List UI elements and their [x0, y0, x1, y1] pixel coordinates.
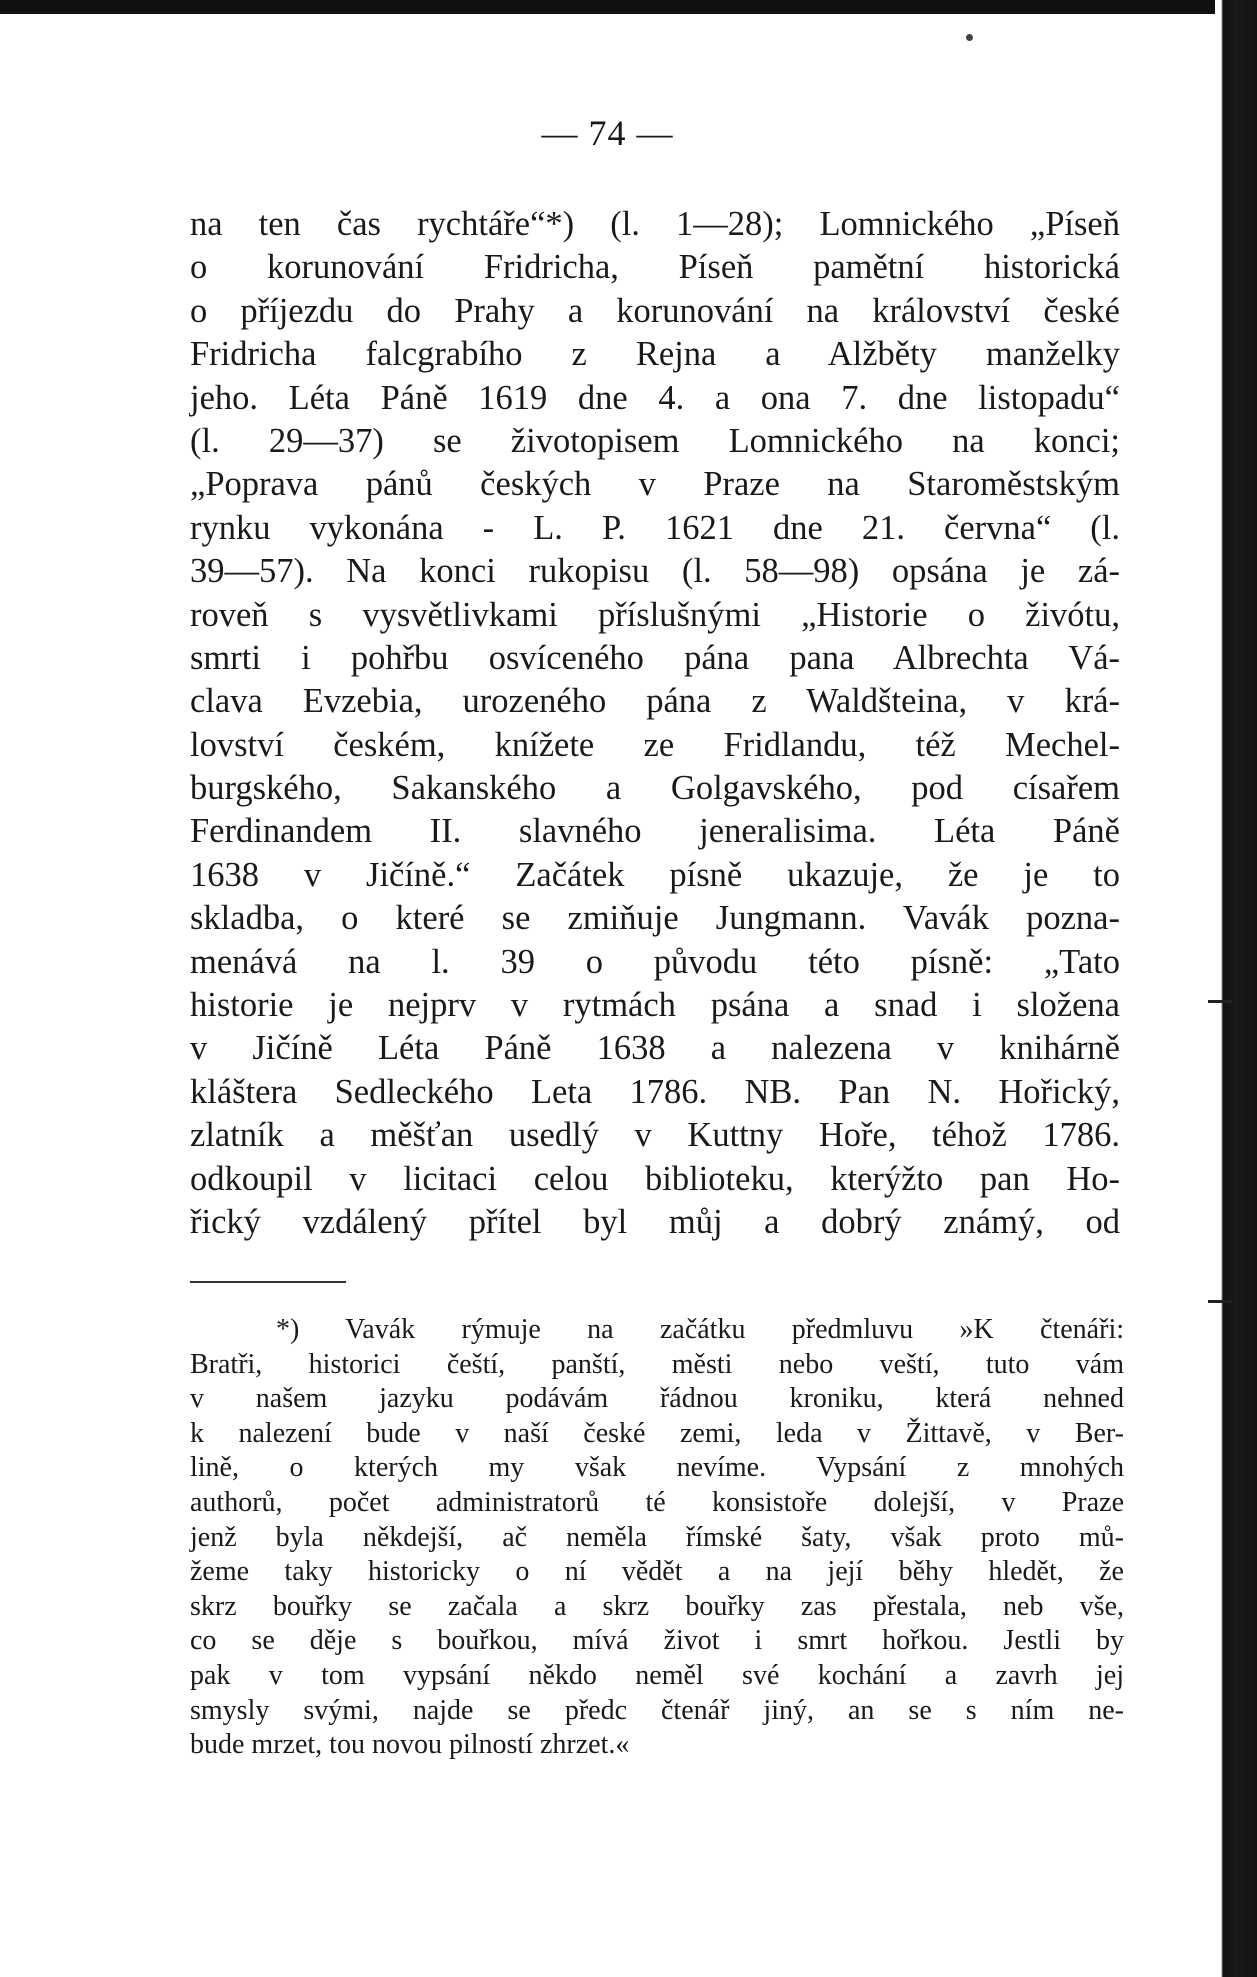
text-line: (l. 29—37) se životopisem Lomnického na konci; [190, 421, 1120, 460]
text-line: smrti i pohřbu osvíceného pána pana Albrechta Vá- [190, 638, 1120, 677]
text-line: historie je nejprv v rytmách psána a snad i složena [190, 986, 1120, 1025]
footnote-line: smysly svými, najde se předc čtenář jiný, an se s ním ne- [190, 1694, 1124, 1726]
text-line: lovství českém, knížete ze Fridlandu, též Mechel- [190, 725, 1120, 764]
footnote-line: jenž byla někdejší, ač neměla římské šaty, však proto mů- [190, 1521, 1124, 1553]
text-line: clava Evzebia, urozeného pána z Waldšteina, v krá- [190, 682, 1120, 721]
text-line: roveň s vysvětlivkami příslušnými „Historie o živótu, [190, 595, 1120, 634]
page-number: — 74 — [541, 113, 674, 153]
footnote-line: *) Vavák rýmuje na začátku předmluvu »K čtenáři: [276, 1314, 1124, 1345]
text-line: skladba, o které se zmiňuje Jungmann. Vavák pozna- [190, 899, 1120, 938]
text-line: odkoupil v licitaci celou biblioteku, kterýžto pan Ho- [190, 1159, 1120, 1198]
text-line: rynku vykonána - L. P. 1621 dne 21. června“ (l. [190, 508, 1120, 547]
footnote-line: bude mrzet, tou novou pilností zhrzet.« [190, 1729, 630, 1761]
text-line: jeho. Léta Páně 1619 dne 4. a ona 7. dne listopadu“ [190, 378, 1120, 417]
main-text-block [190, 203, 1120, 1244]
scan-top-border [0, 0, 1215, 14]
footnote-line: Bratři, historici čeští, panští, městi nebo veští, tuto vám [190, 1348, 1124, 1380]
footnote-line: co se děje s bouřkou, mívá život i smrt hořkou. Jestli by [190, 1625, 1124, 1657]
text-line: o korunování Fridricha, Píseň pamětní historická [190, 248, 1120, 287]
footnote-line: skrz bouřky se začala a skrz bouřky zas přestala, neb vše, [190, 1590, 1124, 1622]
text-line: v Jičíně Léta Páně 1638 a nalezena v knihárně [190, 1029, 1120, 1068]
footnote-line: authorů, počet administratorů té konsistoře dolejší, v Praze [190, 1486, 1124, 1518]
footnote-line: pak v tom vypsání někdo neměl své kochání a zavrh jej [190, 1659, 1124, 1691]
footnote-line: lině, o kterých my však nevíme. Vypsání z mnohých [190, 1452, 1124, 1484]
scan-right-border [1215, 0, 1257, 1977]
text-line: menává na l. 39 o původu této písně: „Tato [190, 942, 1120, 981]
text-line: na ten čas rychtáře“*) (l. 1—28); Lomnického „Píseň [190, 205, 1120, 243]
scan-edge-mark [1208, 1000, 1232, 1003]
footnote-line: žeme taky historicky o ní vědět a na její běhy hledět, že [190, 1556, 1124, 1588]
scan-speck [966, 34, 973, 41]
text-line: řický vzdálený přítel byl můj a dobrý známý, od [190, 1202, 1120, 1241]
text-line: kláštera Sedleckého Leta 1786. NB. Pan N. Hořický, [190, 1072, 1120, 1111]
text-line: o příjezdu do Prahy a korunování na království české [190, 291, 1120, 330]
text-line: 1638 v Jičíně.“ Začátek písně ukazuje, že je to [190, 855, 1120, 894]
footnote-block [190, 1313, 1124, 1763]
footnote-line: k nalezení bude v naší české zemi, leda v Žittavě, v Ber- [190, 1417, 1124, 1449]
footnote-separator [190, 1281, 346, 1283]
text-line: „Poprava pánů českých v Praze na Staroměstským [190, 465, 1120, 504]
text-line: burgského, Sakanského a Golgavského, pod císařem [190, 769, 1120, 808]
footnote-line: v našem jazyku podávám řádnou kroniku, která nehned [190, 1383, 1124, 1415]
text-line: zlatník a měšťan usedlý v Kuttny Hoře, téhož 1786. [190, 1116, 1120, 1155]
text-line: Ferdinandem II. slavného jeneralisima. Léta Páně [190, 812, 1120, 851]
text-line: Fridricha falcgrabího z Rejna a Alžběty manželky [190, 335, 1120, 374]
scan-edge-mark [1208, 1300, 1232, 1303]
text-line: 39—57). Na konci rukopisu (l. 58—98) opsána je zá- [190, 552, 1120, 591]
